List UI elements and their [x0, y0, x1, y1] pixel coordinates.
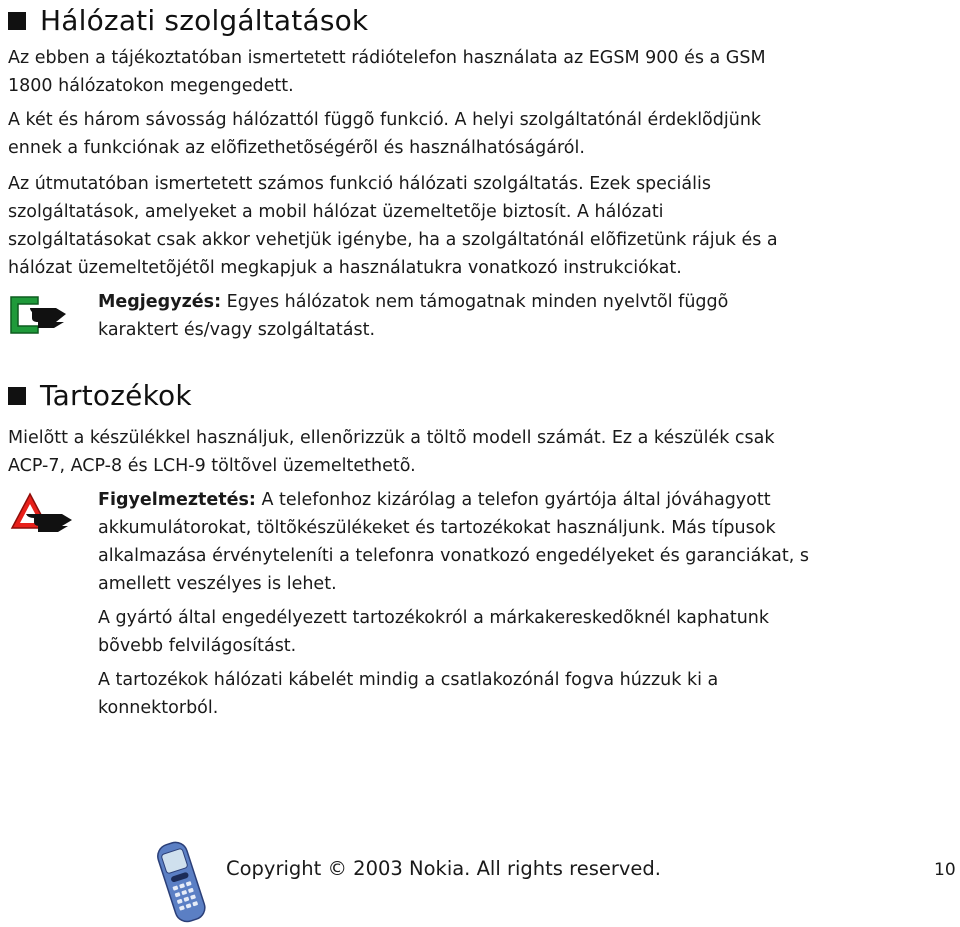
note-text: Egyes hálózatok nem támogatnak minden nyelvtõl függõ karaktert és/vagy szolgáltatást.: [98, 292, 729, 340]
nokia-phone-icon: [148, 838, 214, 924]
paragraph: Mielõtt a készülékkel használjuk, ellenõrizzük a töltõ modell számát. Ez a készülék csak ACP-7, ACP-8 és LCH-9 töltõvel üzemeltethetõ.: [8, 428, 775, 476]
section-title: Hálózati szolgáltatások: [40, 4, 369, 37]
warning-paragraph: [98, 486, 818, 598]
paragraph: A két és három sávosság hálózattól függõ funkció. A helyi szolgáltatónál érdeklõdjünk ennek a funkciónak az elõfizethetõségérõl és használhatóságáról.: [8, 110, 762, 158]
footer-copyright: Copyright © 2003 Nokia. All rights reserved.: [226, 857, 661, 880]
paragraph: Az ebben a tájékoztatóban ismertetett rádiótelefon használata az EGSM 900 és a GSM 1800 hálózatokon megengedett.: [8, 48, 766, 96]
warning-label: Figyelmeztetés:: [98, 490, 256, 510]
section-heading-network-services: [8, 4, 368, 37]
warning-text: A telefonhoz kizárólag a telefon gyártója által jóváhagyott akkumulátorokat, töltõkészülékeket és tartozékokat használjunk. Más típusok alkalmazása érvényteleníti a telefonra vonatkozó engedélyeket és garanciákat, s amellett veszélyes is lehet.: [98, 490, 809, 594]
note-label: Megjegyzés:: [98, 292, 222, 312]
paragraph: A gyártó által engedélyezett tartozékokról a márkakereskedõknél kaphatunk bõvebb felvilágosítást.: [98, 608, 770, 656]
paragraph: A tartozékok hálózati kábelét mindig a csatlakozónál fogva húzzuk ki a konnektorból.: [98, 670, 719, 718]
section-heading-accessories: [8, 379, 192, 412]
square-bullet-icon: [8, 12, 26, 30]
note-paragraph: [98, 288, 798, 344]
warning-triangle-hand-icon: [10, 492, 78, 536]
page-number: 10: [934, 860, 956, 880]
note-hand-icon: [8, 294, 74, 336]
paragraph: Az útmutatóban ismertetett számos funkció hálózati szolgáltatás. Ezek speciális szolgáltatások, amelyeket a mobil hálózat üzemeltetõje biztosít. A hálózati szolgáltatásokat csak akkor vehetjük igénybe, ha a szolgáltatónál elõfizetünk rájuk és a hálózat üzemeltetõjétõl megkapjuk a használatukra vonatkozó instrukciókat.: [8, 174, 778, 278]
section-title: Tartozékok: [40, 379, 192, 412]
square-bullet-icon: [8, 387, 26, 405]
